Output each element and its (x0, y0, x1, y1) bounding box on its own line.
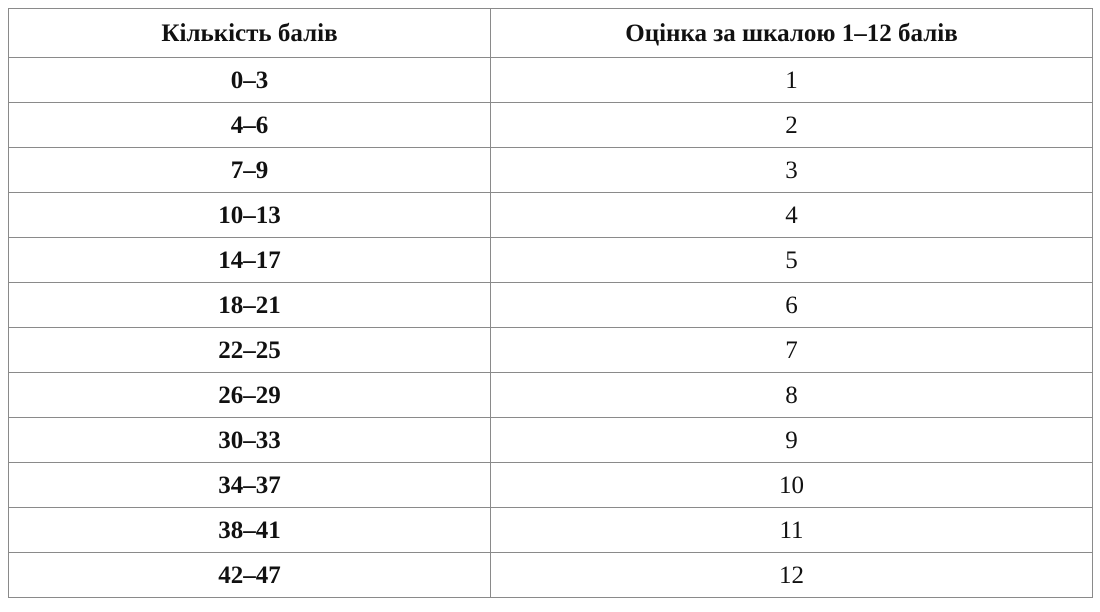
grade-cell: 3 (491, 148, 1093, 193)
points-cell: 4–6 (9, 103, 491, 148)
points-cell: 0–3 (9, 58, 491, 103)
points-cell: 34–37 (9, 463, 491, 508)
table-row (9, 58, 1093, 103)
table-row (9, 238, 1093, 283)
grade-cell: 5 (491, 238, 1093, 283)
points-cell: 7–9 (9, 148, 491, 193)
table-row (9, 418, 1093, 463)
header-points: Кількість балів (9, 9, 491, 58)
grade-cell: 6 (491, 283, 1093, 328)
grade-cell: 7 (491, 328, 1093, 373)
header-row (9, 9, 1093, 58)
points-cell: 10–13 (9, 193, 491, 238)
table-header (9, 9, 1093, 58)
table-row (9, 148, 1093, 193)
points-cell: 30–33 (9, 418, 491, 463)
grade-cell: 4 (491, 193, 1093, 238)
header-grade: Оцінка за шкалою 1–12 балів (491, 9, 1093, 58)
table-row (9, 373, 1093, 418)
grade-cell: 12 (491, 553, 1093, 598)
points-cell: 42–47 (9, 553, 491, 598)
table-row (9, 328, 1093, 373)
table-row (9, 508, 1093, 553)
points-cell: 18–21 (9, 283, 491, 328)
grade-cell: 1 (491, 58, 1093, 103)
table-body (9, 58, 1093, 598)
score-conversion-table (8, 8, 1093, 598)
grade-cell: 8 (491, 373, 1093, 418)
grade-cell: 11 (491, 508, 1093, 553)
points-cell: 22–25 (9, 328, 491, 373)
points-cell: 38–41 (9, 508, 491, 553)
table-row (9, 553, 1093, 598)
grade-cell: 2 (491, 103, 1093, 148)
table-row (9, 103, 1093, 148)
points-cell: 26–29 (9, 373, 491, 418)
grade-cell: 9 (491, 418, 1093, 463)
points-cell: 14–17 (9, 238, 491, 283)
table-row (9, 463, 1093, 508)
grade-cell: 10 (491, 463, 1093, 508)
table-row (9, 193, 1093, 238)
table-row (9, 283, 1093, 328)
